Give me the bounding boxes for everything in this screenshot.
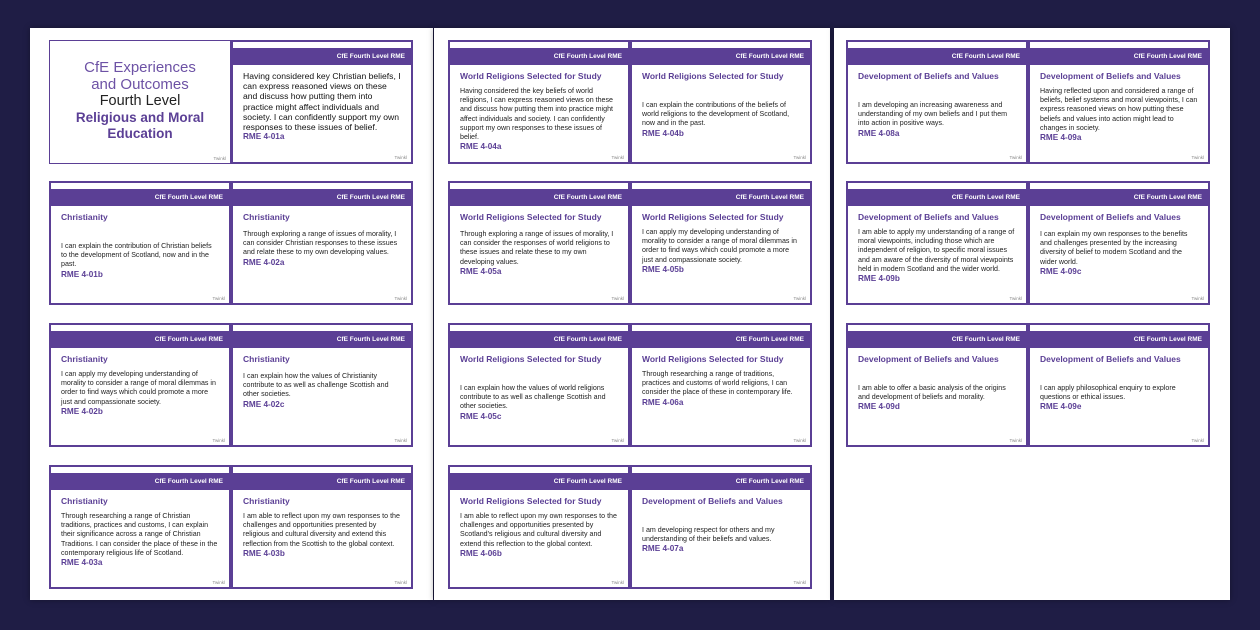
title-line-1: CfE Experiences xyxy=(84,59,196,76)
outcome-card xyxy=(630,181,812,305)
outcome-card xyxy=(1028,181,1210,305)
outcome-card xyxy=(448,40,630,164)
card-body: I can explain the contribution of Christian beliefs to the development of Scotland, now and in the past. xyxy=(61,242,212,269)
card-title: Development of Beliefs and Values xyxy=(1040,354,1181,364)
card-title: World Religions Selected for Study xyxy=(642,212,784,222)
title-line-2: and Outcomes xyxy=(91,76,189,93)
worksheet-page-2 xyxy=(434,28,830,600)
card-title: Development of Beliefs and Values xyxy=(858,212,999,222)
outcome-card xyxy=(49,181,231,305)
card-title: World Religions Selected for Study xyxy=(642,354,784,364)
card-code: RME 4-07a xyxy=(642,544,684,554)
outcome-card xyxy=(1028,40,1210,164)
brand-mark: Twinkl xyxy=(212,580,225,585)
title-line-4: Religious and Moral xyxy=(75,110,205,125)
outcome-card xyxy=(49,323,231,447)
card-body: I can explain how the values of world religions contribute to as well as challenge Scottish and other societies. xyxy=(460,384,606,411)
card-header: CfE Fourth Level RME xyxy=(848,46,1026,65)
outcome-card xyxy=(630,40,812,164)
outcome-card xyxy=(1028,323,1210,447)
card-body: I am able to offer a basic analysis of the origins and development of beliefs and morality. xyxy=(858,384,1006,402)
card-code: RME 4-04b xyxy=(642,128,684,138)
brand-mark: Twinkl xyxy=(394,155,407,160)
outcome-card xyxy=(630,465,812,589)
card-body: Through researching a range of traditions, practices and customs of world religions, I can consider the place of these in contemporary life. xyxy=(642,370,793,397)
outcome-card xyxy=(448,181,630,305)
card-code: RME 4-06a xyxy=(642,397,684,407)
card-header: CfE Fourth Level RME xyxy=(51,471,229,490)
card-code: RME 4-09c xyxy=(1040,266,1082,276)
brand-mark: Twinkl xyxy=(1009,438,1022,443)
card-code: RME 4-03b xyxy=(243,548,285,558)
card-code: RME 4-08a xyxy=(858,128,900,138)
card-code: RME 4-01a xyxy=(243,132,285,142)
card-title: Christianity xyxy=(61,496,108,506)
card-header: CfE Fourth Level RME xyxy=(233,329,411,348)
card-body: I can apply my developing understanding of morality to consider a range of moral dilemmas in order to find ways which could promote a more just and compassionate society. xyxy=(642,228,797,264)
card-title: Development of Beliefs and Values xyxy=(642,496,783,506)
card-header: CfE Fourth Level RME xyxy=(233,471,411,490)
card-body: I am able to reflect upon my own responses to the challenges and opportunities presented by Scotland's religious and cultural diversity and extend this reflection to the global context. xyxy=(460,512,617,548)
card-title: World Religions Selected for Study xyxy=(460,354,602,364)
card-body: Having considered the key beliefs of world religions, I can express reasoned views on these and discuss how putting them into practice might affect individuals and society. I can confidently support my own responses to these issues of belief. xyxy=(460,87,613,142)
worksheet-page-3 xyxy=(834,28,1230,600)
outcome-card xyxy=(846,323,1028,447)
card-code: RME 4-02c xyxy=(243,399,285,409)
card-header: CfE Fourth Level RME xyxy=(233,187,411,206)
card-title: World Religions Selected for Study xyxy=(642,71,784,81)
outcome-card xyxy=(49,465,231,589)
card-body: I am developing respect for others and my understanding of their beliefs and values. xyxy=(642,526,775,544)
title-line-5: Education xyxy=(107,126,173,141)
card-title: Christianity xyxy=(61,354,108,364)
card-body: I can explain my own responses to the benefits and challenges presented by the increasing diversity of belief to modern Scotland and the wider world. xyxy=(1040,230,1188,266)
card-code: RME 4-09b xyxy=(858,274,900,284)
outcome-card xyxy=(231,181,413,305)
title-card xyxy=(49,40,231,164)
card-code: RME 4-09a xyxy=(1040,133,1082,143)
card-code: RME 4-03a xyxy=(61,558,103,568)
brand-mark: Twinkl xyxy=(611,296,624,301)
brand-mark: Twinkl xyxy=(793,296,806,301)
brand-mark: Twinkl xyxy=(212,296,225,301)
outcome-card xyxy=(231,323,413,447)
card-body: Through exploring a range of issues of morality, I can consider Christian responses to these issues and relate these to my own developing values. xyxy=(243,230,398,257)
brand-mark: Twinkl xyxy=(1009,155,1022,160)
card-title: Christianity xyxy=(243,212,290,222)
card-code: RME 4-05c xyxy=(460,411,502,421)
brand-mark: Twinkl xyxy=(212,438,225,443)
card-header: CfE Fourth Level RME xyxy=(632,187,810,206)
card-header: CfE Fourth Level RME xyxy=(450,187,628,206)
outcome-card xyxy=(231,465,413,589)
card-header: CfE Fourth Level RME xyxy=(848,187,1026,206)
outcome-card xyxy=(448,465,630,589)
card-body: Having reflected upon and considered a range of beliefs, belief systems and moral viewpoints, I can express reasoned views on how putting these beliefs and values into action might lead to changes in society. xyxy=(1040,87,1198,132)
card-title: World Religions Selected for Study xyxy=(460,71,602,81)
card-code: RME 4-05a xyxy=(460,266,502,276)
card-body: Having considered key Christian beliefs, I can express reasoned views on these and discuss how putting them into practice might affect individuals and society. I can confidently support my own responses to these issues of belief. xyxy=(243,71,401,133)
card-code: RME 4-06b xyxy=(460,548,502,558)
card-code: RME 4-02b xyxy=(61,406,103,416)
card-title: Christianity xyxy=(61,212,108,222)
card-title: Christianity xyxy=(243,496,290,506)
card-header: CfE Fourth Level RME xyxy=(233,46,411,65)
card-title: Development of Beliefs and Values xyxy=(858,354,999,364)
card-body: Through exploring a range of issues of morality, I can consider the responses of world religions to these issues and relate these to my own developing values. xyxy=(460,230,614,266)
title-line-3: Fourth Level xyxy=(99,93,181,109)
card-code: RME 4-09e xyxy=(1040,402,1082,412)
card-title: World Religions Selected for Study xyxy=(460,212,602,222)
card-body: I can explain the contributions of the beliefs of world religions to the development of Scotland, now and in the past. xyxy=(642,101,790,128)
brand-mark: Twinkl xyxy=(611,438,624,443)
outcome-card xyxy=(846,40,1028,164)
brand-mark: Twinkl xyxy=(1009,296,1022,301)
brand-mark: Twinkl xyxy=(793,155,806,160)
brand-mark: Twinkl xyxy=(611,580,624,585)
card-code: RME 4-04a xyxy=(460,142,502,152)
card-header: CfE Fourth Level RME xyxy=(1030,187,1208,206)
card-header: CfE Fourth Level RME xyxy=(632,471,810,490)
card-title: Development of Beliefs and Values xyxy=(1040,71,1181,81)
card-body: I can apply philosophical enquiry to explore questions or ethical issues. xyxy=(1040,384,1176,402)
worksheet-page-1 xyxy=(30,28,433,600)
brand-mark: Twinkl xyxy=(394,580,407,585)
card-title: World Religions Selected for Study xyxy=(460,496,602,506)
card-body: I am able to apply my understanding of a range of moral viewpoints, including those which are independent of religion, to specific moral issues and am aware of the diversity of moral viewpoints held in modern Scotland and the wider world. xyxy=(858,228,1015,273)
brand-mark: Twinkl xyxy=(793,438,806,443)
card-header: CfE Fourth Level RME xyxy=(51,187,229,206)
card-header: CfE Fourth Level RME xyxy=(1030,329,1208,348)
card-code: RME 4-02a xyxy=(243,257,285,267)
brand-mark: Twinkl xyxy=(1191,155,1204,160)
card-body: I can apply my developing understanding of morality to consider a range of moral dilemmas in order to find ways which could promote a more just and compassionate society. xyxy=(61,370,216,406)
card-title: Development of Beliefs and Values xyxy=(858,71,999,81)
card-code: RME 4-01b xyxy=(61,269,103,279)
brand-mark: Twinkl xyxy=(1191,296,1204,301)
brand-mark: Twinkl xyxy=(394,296,407,301)
outcome-card xyxy=(630,323,812,447)
card-body: I can explain how the values of Christianity contribute to as well as challenge Scottish and other societies. xyxy=(243,372,389,399)
card-body: Through researching a range of Christian traditions, practices and customs, I can explain their significance across a range of Christian Traditions. I can consider the place of these in the contemporary religious life of Scotland. xyxy=(61,512,218,557)
card-header: CfE Fourth Level RME xyxy=(848,329,1026,348)
card-body: I am developing an increasing awareness and understanding of my own beliefs and I put them into action in positive ways. xyxy=(858,101,1008,128)
card-header: CfE Fourth Level RME xyxy=(1030,46,1208,65)
brand-mark: Twinkl xyxy=(611,155,624,160)
outcome-card xyxy=(231,40,413,164)
card-code: RME 4-05b xyxy=(642,264,684,274)
card-header: CfE Fourth Level RME xyxy=(632,329,810,348)
card-header: CfE Fourth Level RME xyxy=(632,46,810,65)
outcome-card xyxy=(846,181,1028,305)
card-body: I am able to reflect upon my own responses to the challenges and opportunities presented by religious and cultural diversity and extend this reflection from the Scottish to the global context. xyxy=(243,512,400,548)
card-header: CfE Fourth Level RME xyxy=(450,471,628,490)
card-header: CfE Fourth Level RME xyxy=(450,46,628,65)
card-header: CfE Fourth Level RME xyxy=(51,329,229,348)
brand-mark: Twinkl xyxy=(1191,438,1204,443)
card-code: RME 4-09d xyxy=(858,402,900,412)
card-title: Development of Beliefs and Values xyxy=(1040,212,1181,222)
outcome-card xyxy=(448,323,630,447)
brand-mark: Twinkl xyxy=(394,438,407,443)
card-header: CfE Fourth Level RME xyxy=(450,329,628,348)
card-title: Christianity xyxy=(243,354,290,364)
brand-mark: Twinkl xyxy=(793,580,806,585)
brand-mark: Twinkl xyxy=(213,156,226,161)
